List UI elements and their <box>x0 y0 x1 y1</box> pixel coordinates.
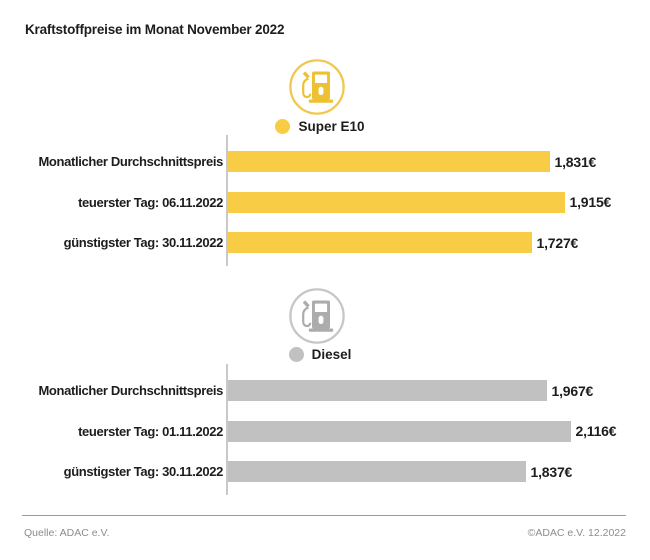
legend-dot-diesel <box>289 347 304 362</box>
source-credit: Quelle: ADAC e.V. <box>24 527 110 539</box>
category-label: Monatlicher Durchschnittspreis <box>38 154 223 170</box>
category-label: teuerster Tag: 06.11.2022 <box>78 194 223 210</box>
copyright-notice: ©ADAC e.V. 12.2022 <box>527 527 626 539</box>
footer-divider <box>22 515 626 516</box>
fuel-pump-icon <box>288 58 346 116</box>
value-label: 1,831€ <box>554 153 597 170</box>
value-bar <box>228 192 565 213</box>
value-bar <box>228 380 547 401</box>
value-label: 2,116€ <box>575 423 617 440</box>
category-label: günstigster Tag: 30.11.2022 <box>63 464 223 480</box>
category-label: günstigster Tag: 30.11.2022 <box>63 235 223 251</box>
fuel-pump-icon <box>288 287 346 345</box>
legend-super-e10 <box>0 119 640 134</box>
legend-diesel <box>0 347 640 362</box>
value-label: 1,967€ <box>551 382 594 399</box>
legend-label-super-e10: Super E10 <box>298 119 365 134</box>
value-label: 1,727€ <box>536 234 579 251</box>
legend-label-diesel: Diesel <box>311 347 352 362</box>
value-bar <box>228 151 550 172</box>
value-label: 1,915€ <box>569 194 612 211</box>
value-bar <box>228 461 526 482</box>
bar-group-super-e10 <box>20 142 645 264</box>
fuel-pump-icon-super-e10 <box>288 58 346 116</box>
value-bar <box>228 232 532 253</box>
bar-row <box>20 452 645 493</box>
category-label: teuerster Tag: 01.11.2022 <box>78 423 223 439</box>
value-bar <box>228 421 571 442</box>
fuel-pump-icon-diesel <box>288 287 346 345</box>
bar-row <box>20 142 645 183</box>
legend-dot-super-e10 <box>275 119 290 134</box>
bar-row <box>20 223 645 264</box>
bar-group-diesel <box>20 371 645 493</box>
bar-row <box>20 411 645 452</box>
bar-row <box>20 371 645 412</box>
bar-row <box>20 182 645 223</box>
category-label: Monatlicher Durchschnittspreis <box>38 383 223 399</box>
value-label: 1,837€ <box>530 463 573 480</box>
page-title: Kraftstoffpreise im Monat November 2022 <box>25 22 285 37</box>
